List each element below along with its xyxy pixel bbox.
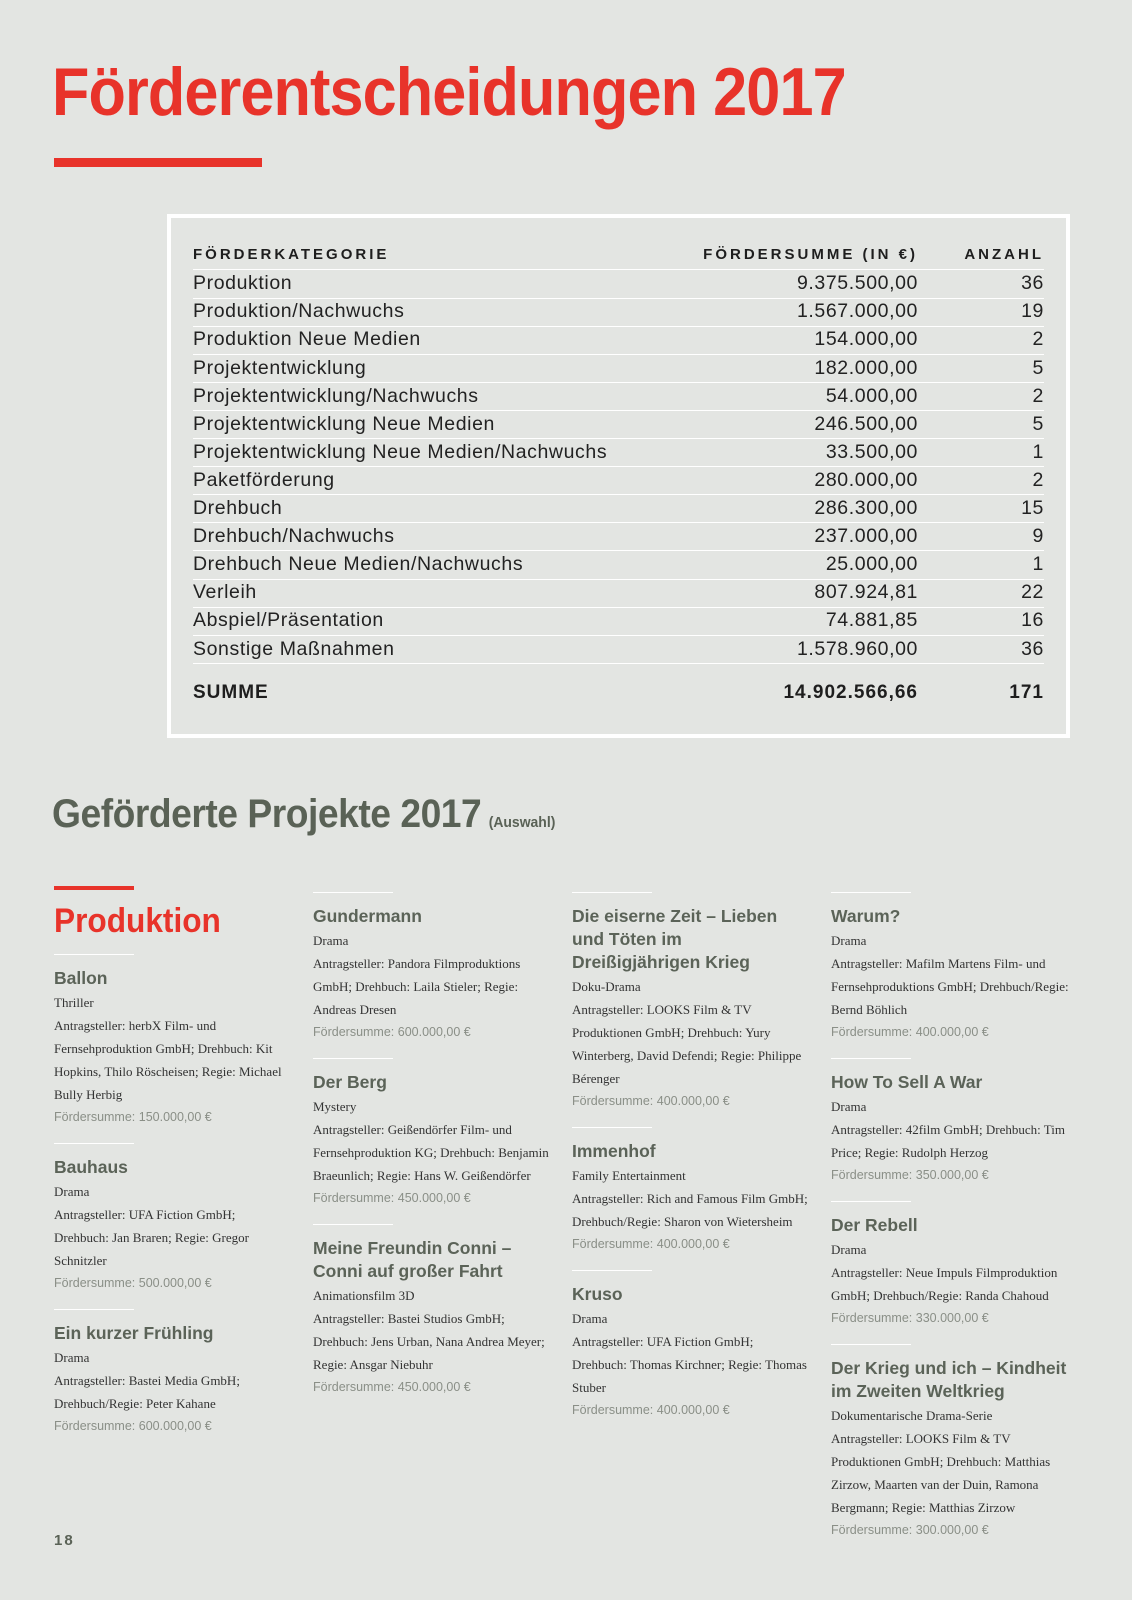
table-row	[193, 270, 1044, 299]
row-count: 19	[1021, 300, 1044, 323]
row-sum: 280.000,00	[814, 468, 918, 491]
table-row	[193, 635, 1044, 664]
project-column-3	[572, 892, 810, 1436]
table-row	[193, 354, 1044, 383]
project-genre: Drama	[831, 933, 867, 948]
row-sum: 237.000,00	[814, 525, 918, 548]
table-row	[193, 551, 1044, 580]
project-title: Die eiserne Zeit – Lieben und Töten im Dreißigjährigen Krieg	[572, 906, 778, 972]
row-sum: 1.578.960,00	[796, 637, 918, 660]
category-rule	[54, 886, 134, 890]
project-entry	[831, 1058, 1069, 1187]
row-sum: 246.500,00	[814, 412, 918, 435]
project-title: Meine Freundin Conni – Conni auf großer Fahrt	[313, 1238, 512, 1281]
project-entry	[313, 892, 551, 1044]
table-row	[193, 495, 1044, 524]
project-entry	[831, 1344, 1069, 1542]
project-genre: Drama	[831, 1242, 867, 1257]
project-credits: Antragsteller: Pandora Filmproduktions GmbH; Drehbuch: Laila Stieler; Regie: Andreas Dresen	[313, 956, 521, 1017]
row-count: 1	[1032, 440, 1044, 463]
entry-rule	[572, 1127, 652, 1128]
project-entry	[831, 1201, 1069, 1330]
entry-rule	[572, 892, 652, 893]
project-genre: Dokumentarische Drama-Serie	[831, 1408, 993, 1423]
row-count: 22	[1021, 581, 1044, 604]
project-amount: Fördersumme: 400.000,00 €	[572, 1094, 730, 1108]
row-sum: 74.881,85	[825, 609, 918, 632]
project-credits: Antragsteller: LOOKS Film & TV Produktionen GmbH; Drehbuch: Yury Winterberg, David Defendi; Regie: Philippe Bérenger	[572, 1002, 802, 1086]
project-credits: Antragsteller: LOOKS Film & TV Produktionen GmbH; Drehbuch: Matthias Zirzow, Maarten van der Duin, Ramona Bergmann; Regie: Matthias Zirzow	[831, 1431, 1051, 1515]
header-sum: FÖRDERSUMME (IN €)	[703, 246, 918, 263]
table-header	[193, 240, 1044, 270]
project-genre: Doku-Drama	[572, 979, 641, 994]
page-number: 18	[54, 1532, 75, 1549]
project-amount: Fördersumme: 300.000,00 €	[831, 1523, 989, 1537]
entry-rule	[54, 1309, 134, 1310]
table-row	[193, 607, 1044, 636]
row-count: 36	[1021, 272, 1044, 295]
row-sum: 1.567.000,00	[796, 300, 918, 323]
entry-rule	[831, 1201, 911, 1202]
entry-rule	[54, 1143, 134, 1144]
row-count: 16	[1021, 609, 1044, 632]
project-amount: Fördersumme: 400.000,00 €	[831, 1025, 989, 1039]
project-title: Ballon	[54, 968, 108, 988]
row-count: 2	[1032, 468, 1044, 491]
project-amount: Fördersumme: 450.000,00 €	[313, 1191, 471, 1205]
project-credits: Antragsteller: UFA Fiction GmbH; Drehbuch: Thomas Kirchner; Regie: Thomas Stuber	[572, 1334, 807, 1395]
project-title: Der Berg	[313, 1072, 387, 1092]
project-amount: Fördersumme: 400.000,00 €	[572, 1237, 730, 1251]
row-sum: 182.000,00	[814, 356, 918, 379]
project-title: Immenhof	[572, 1141, 656, 1161]
row-sum: 9.375.500,00	[796, 272, 918, 295]
row-sum: 286.300,00	[814, 497, 918, 520]
row-category: Projektentwicklung	[193, 356, 367, 379]
row-sum: 54.000,00	[825, 384, 918, 407]
total-label: SUMME	[193, 682, 269, 703]
table-row	[193, 579, 1044, 608]
row-sum: 154.000,00	[814, 328, 918, 351]
entry-rule	[313, 1224, 393, 1225]
section-title-text: Geförderte Projekte 2017	[52, 792, 482, 836]
project-column-2	[313, 892, 551, 1413]
table-total-row	[193, 678, 1044, 708]
project-amount: Fördersumme: 600.000,00 €	[313, 1025, 471, 1039]
table-row	[193, 382, 1044, 411]
row-category: Projektentwicklung Neue Medien/Nachwuchs	[193, 440, 608, 463]
project-title: Warum?	[831, 906, 901, 926]
section-subtitle: (Auswahl)	[488, 814, 556, 831]
total-sum: 14.902.566,66	[783, 682, 918, 703]
project-amount: Fördersumme: 150.000,00 €	[54, 1110, 212, 1124]
project-credits: Antragsteller: UFA Fiction GmbH; Drehbuch: Jan Braren; Regie: Gregor Schnitzler	[54, 1207, 249, 1268]
row-category: Drehbuch	[193, 497, 283, 520]
project-entry	[572, 892, 810, 1113]
row-category: Abspiel/Präsentation	[193, 609, 384, 632]
project-genre: Mystery	[313, 1099, 357, 1114]
row-category: Verleih	[193, 581, 257, 604]
project-title: Der Krieg und ich – Kindheit im Zweiten Weltkrieg	[831, 1358, 1067, 1401]
row-count: 36	[1021, 637, 1044, 660]
row-category: Projektentwicklung Neue Medien	[193, 412, 495, 435]
project-title: How To Sell A War	[831, 1072, 983, 1092]
row-count: 2	[1032, 328, 1044, 351]
project-entry	[313, 1058, 551, 1210]
project-amount: Fördersumme: 330.000,00 €	[831, 1311, 989, 1325]
table-row	[193, 326, 1044, 355]
row-category: Produktion	[193, 272, 293, 295]
project-title: Kruso	[572, 1284, 623, 1304]
project-column-1	[54, 886, 292, 1452]
row-category: Paketförderung	[193, 468, 335, 491]
project-credits: Antragsteller: Neue Impuls Filmproduktion GmbH; Drehbuch/Regie: Randa Chahoud	[831, 1265, 1058, 1303]
project-amount: Fördersumme: 450.000,00 €	[313, 1380, 471, 1394]
table-row	[193, 439, 1044, 468]
project-genre: Thriller	[54, 995, 94, 1010]
row-count: 5	[1032, 412, 1044, 435]
title-underline	[54, 158, 262, 167]
page-title: Förderentscheidungen 2017	[52, 54, 846, 130]
project-genre: Drama	[313, 933, 349, 948]
total-count: 171	[1009, 682, 1044, 703]
project-amount: Fördersumme: 350.000,00 €	[831, 1168, 989, 1182]
project-credits: Antragsteller: Rich and Famous Film GmbH; Drehbuch/Regie: Sharon von Wietersheim	[572, 1191, 808, 1229]
project-entry	[54, 1143, 292, 1295]
project-credits: Antragsteller: Mafilm Martens Film- und Fernsehproduktions GmbH; Drehbuch/Regie: Bernd Böhlich	[831, 956, 1069, 1017]
project-genre: Drama	[54, 1350, 90, 1365]
row-sum: 25.000,00	[825, 553, 918, 576]
project-credits: Antragsteller: Bastei Media GmbH; Drehbuch/Regie: Peter Kahane	[54, 1373, 240, 1411]
entry-rule	[54, 954, 134, 955]
row-count: 9	[1032, 525, 1044, 548]
project-title: Der Rebell	[831, 1215, 918, 1235]
row-sum: 807.924,81	[814, 581, 918, 604]
row-count: 2	[1032, 384, 1044, 407]
project-title: Ein kurzer Frühling	[54, 1323, 214, 1343]
category-heading: Produktion	[54, 902, 221, 940]
row-count: 5	[1032, 356, 1044, 379]
project-genre: Animationsfilm 3D	[313, 1288, 415, 1303]
row-count: 15	[1021, 497, 1044, 520]
header-count: ANZAHL	[964, 246, 1044, 263]
row-category: Produktion Neue Medien	[193, 328, 421, 351]
project-entry	[313, 1224, 551, 1399]
section-title	[52, 792, 555, 837]
project-entry	[572, 1270, 810, 1422]
project-credits: Antragsteller: herbX Film- und Fernsehproduktion GmbH; Drehbuch: Kit Hopkins, Thilo Röscheisen; Regie: Michael Bully Herbig	[54, 1018, 282, 1102]
project-entry	[572, 1127, 810, 1256]
header-category: FÖRDERKATEGORIE	[193, 246, 390, 263]
row-category: Produktion/Nachwuchs	[193, 300, 405, 323]
project-title: Gundermann	[313, 906, 422, 926]
row-category: Projektentwicklung/Nachwuchs	[193, 384, 479, 407]
row-category: Drehbuch Neue Medien/Nachwuchs	[193, 553, 524, 576]
project-entry	[54, 1309, 292, 1438]
project-entry	[831, 892, 1069, 1044]
entry-rule	[831, 1058, 911, 1059]
project-entry	[54, 954, 292, 1129]
row-sum: 33.500,00	[825, 440, 918, 463]
project-amount: Fördersumme: 600.000,00 €	[54, 1419, 212, 1433]
project-amount: Fördersumme: 500.000,00 €	[54, 1276, 212, 1290]
project-amount: Fördersumme: 400.000,00 €	[572, 1403, 730, 1417]
project-column-4	[831, 892, 1069, 1556]
entry-rule	[831, 892, 911, 893]
project-genre: Drama	[831, 1099, 867, 1114]
project-title: Bauhaus	[54, 1157, 128, 1177]
entry-rule	[572, 1270, 652, 1271]
table-row	[193, 298, 1044, 327]
project-credits: Antragsteller: Bastei Studios GmbH; Drehbuch: Jens Urban, Nana Andrea Meyer; Regie: Ansgar Niebuhr	[313, 1311, 545, 1372]
table-row	[193, 411, 1044, 440]
table-row	[193, 467, 1044, 496]
table-row	[193, 523, 1044, 552]
project-credits: Antragsteller: 42film GmbH; Drehbuch: Tim Price; Regie: Rudolph Herzog	[831, 1122, 1065, 1160]
row-category: Drehbuch/Nachwuchs	[193, 525, 395, 548]
project-genre: Drama	[54, 1184, 90, 1199]
project-genre: Family Entertainment	[572, 1168, 686, 1183]
project-credits: Antragsteller: Geißendörfer Film- und Fernsehproduktion KG; Drehbuch: Benjamin Braeunlich; Regie: Hans W. Geißendörfer	[313, 1122, 549, 1183]
row-category: Sonstige Maßnahmen	[193, 637, 395, 660]
row-count: 1	[1032, 553, 1044, 576]
entry-rule	[313, 892, 393, 893]
entry-rule	[831, 1344, 911, 1345]
entry-rule	[313, 1058, 393, 1059]
project-genre: Drama	[572, 1311, 608, 1326]
funding-table	[167, 214, 1070, 738]
